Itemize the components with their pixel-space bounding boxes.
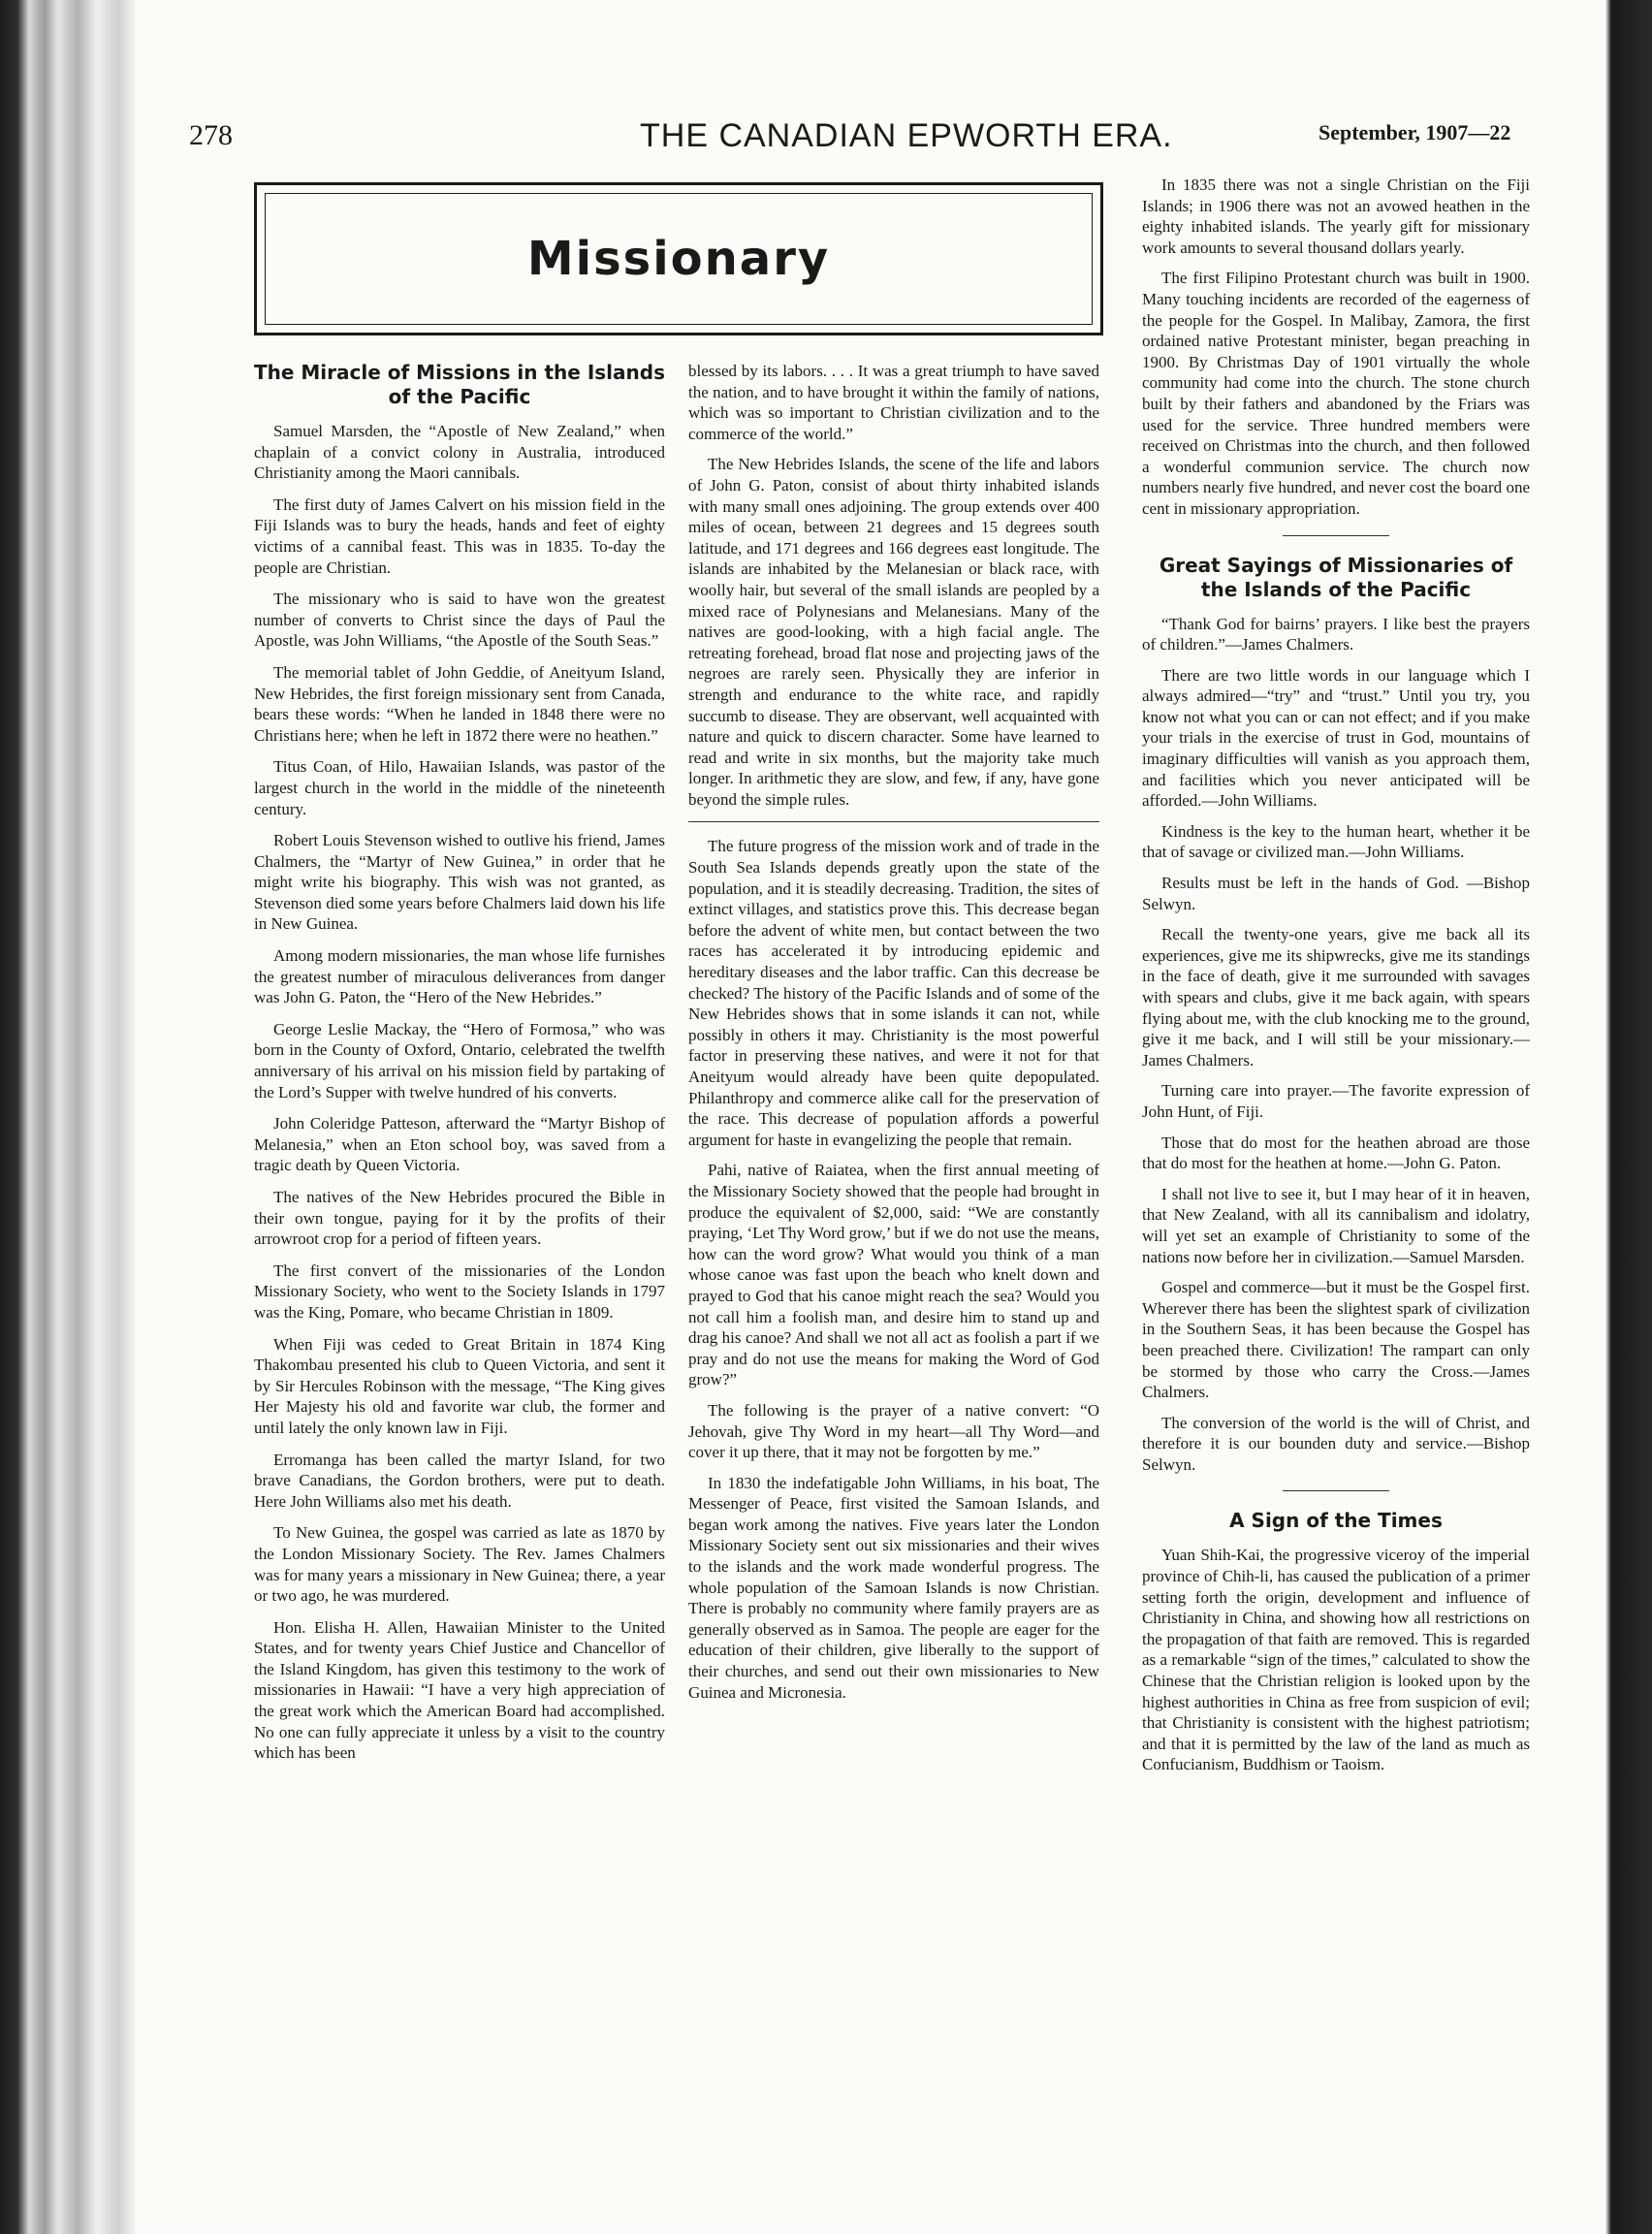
paragraph: Among modern missionaries, the man whose life furnishes the greatest number of miraculous deliverances from danger was John G. Paton, the “Hero of the New Hebrides.” xyxy=(254,946,665,1007)
paragraph: The following is the prayer of a native convert: “O Jehovah, give Thy Word in my heart—all Thy Word—and cover it up there, that it may not be forgotten by me.” xyxy=(688,1400,1099,1462)
adjacent-page-edge xyxy=(1605,0,1652,2234)
paragraph: In 1830 the indefatigable John Williams, in his boat, The Messenger of Peace, first visited the Samoan Islands, and began work among the natives. Five years later the London Missionary Society sent out six missionaries and their wives to the islands and the work made wonderful progress. The whole population of the Samoan Islands is now Christian. There is probably no community where family prayers are as generally observed as in Samoa. The people are eager for the education of their children, give liberally to the support of their churches, and send out their own missionaries to New Guinea and Micronesia. xyxy=(688,1473,1099,1702)
paragraph: blessed by its labors. . . . It was a great triumph to have saved the nation, and to have brought it within the family of nations, which was so important to Christian civilization and to the commerce of the world.” xyxy=(688,362,1099,443)
paragraph: When Fiji was ceded to Great Britain in 1874 King Thakombau presented his club to Queen Victoria, and sent it by Sir Hercules Robinson with the message, “The King gives Her Majesty his old and favorite war club, the former and until lately the only known law in Fiji. xyxy=(254,1334,665,1437)
column-3 xyxy=(1142,175,1530,1785)
column-2 xyxy=(688,361,1099,1712)
paragraph: The natives of the New Hebrides procured the Bible in their own tongue, paying for it by the profits of their arrowroot crop for a period of fifteen years. xyxy=(254,1188,665,1249)
paragraph: Turning care into prayer.—The favorite expression of John Hunt, of Fiji. xyxy=(1142,1081,1530,1121)
section-banner-inner xyxy=(265,193,1093,325)
paragraph: George Leslie Mackay, the “Hero of Formosa,” who was born in the County of Oxford, Ontario, celebrated the twelfth anniversary of his arrival on his mission field by partaking of the Lord’s Supper with twelve hundred of his converts. xyxy=(254,1019,665,1101)
paragraph: To New Guinea, the gospel was carried as late as 1870 by the London Missionary Society. The Rev. James Chalmers was for many years a missionary in New Guinea; there, a year or two ago, he was murdered. xyxy=(254,1523,665,1606)
article-title: The Miracle of Missions in the Islands of the Pacific xyxy=(254,361,665,408)
page-number: 278 xyxy=(189,119,233,151)
divider xyxy=(688,821,1099,822)
paragraph: Hon. Elisha H. Allen, Hawaiian Minister to the United States, and for twenty years Chief Justice and Chancellor of the Island Kingdom, has given this testimony to the work of missionaries in Hawaii: “I have a very high appreciation of the great work which the American Board had accomplished. No one can fully appreciate it unless by a visit to the country which has been xyxy=(254,1617,665,1763)
divider xyxy=(1283,535,1389,536)
paragraph: Gospel and commerce—but it must be the Gospel first. Wherever there has been the slightest spark of civilization in the Southern Seas, it has been because the Gospel has been preached there. Civilization! The rampart can only be stormed by those who carry the Cross.—James Chalmers. xyxy=(1142,1278,1530,1402)
running-head: THE CANADIAN EPWORTH ERA. xyxy=(640,117,1173,154)
paragraph: There are two little words in our language which I always admired—“try” and “trust.” Until you try, you know not what you can or can not effect; and if you make your trials in the exercise of trust in God, mountains of imaginary difficulties will vanish as you approach them, and facilities which you never anticipated will be afforded.—John Williams. xyxy=(1142,665,1530,811)
paragraph: The New Hebrides Islands, the scene of the life and labors of John G. Paton, consist of about thirty inhabited islands with many small ones adjoining. The group extends over 400 miles of ocean, between 21 degrees and 15 degrees south latitude, and 171 degrees and 166 degrees east longitude. The islands are inhabited by the Melanesian or black race, with woolly hair, but several of the small islands are peopled by a mixed race of Polynesians and Melanesians. Many of the natives are good-looking, with a high facial angle. The retreating forehead, broad flat nose and projecting jaws of the negroes are rarely seen. Physically they are inferior in strength and endurance to the white race, and rapidly succumb to disease. They are observant, well acquainted with nature and quick to discern character. Some have learned to read and write in six months, but the majority take much longer. In arithmetic they are slow, and few, if any, have gone beyond the simple rules. xyxy=(688,455,1099,809)
paragraph: The first convert of the missionaries of the London Missionary Society, who went to the Society Islands in 1797 was the King, Pomare, who became Christian in 1809. xyxy=(254,1261,665,1322)
paragraph: The missionary who is said to have won the greatest number of converts to Christ since the days of Paul the Apostle, was John Williams, “the Apostle of the South Seas.” xyxy=(254,590,665,651)
paragraph: “Thank God for bairns’ prayers. I like best the prayers of children.”—James Chalmers. xyxy=(1142,614,1530,654)
paragraph: In 1835 there was not a single Christian on the Fiji Islands; in 1906 there was not an avowed heathen in the eighty inhabited islands. The yearly gift for missionary work amounts to several thousand dollars yearly. xyxy=(1142,176,1530,257)
paragraph: Titus Coan, of Hilo, Hawaiian Islands, was pastor of the largest church in the world in the middle of the nineteenth century. xyxy=(254,757,665,818)
paragraph: Pahi, native of Raiatea, when the first annual meeting of the Missionary Society showed that the people had brought in produce the equivalent of $2,000, said: “We are constantly praying, ‘Let Thy Word grow,’ but if we do not use the means, how can the word grow? What would you think of a man whose canoe was fast upon the beach who knelt down and prayed to God that his canoe might reach the sea? Would you not call him a foolish man, and desire him to stand up and drag his canoe? And shall we not all act as foolish a part if we pray and do not use the means for making the Word of God grow?” xyxy=(688,1161,1099,1389)
article-title: Great Sayings of Missionaries of the Islands of the Pacific xyxy=(1159,553,1513,601)
paragraph: The conversion of the world is the will of Christ, and therefore it is our bounden duty and service.—Bishop Selwyn. xyxy=(1142,1413,1530,1474)
paragraph: The first duty of James Calvert on his mission field in the Fiji Islands was to bury the heads, hands and feet of eighty victims of a cannibal feast. This was in 1835. To-day the people are Christian. xyxy=(254,495,665,577)
paragraph: The future progress of the mission work and of trade in the South Sea Islands depends greatly upon the state of the population, and it is steadily decreasing. Tradition, the sites of extinct villages, and statistics prove this. This decrease began before the advent of white men, but contact between the two races has accelerated it by introducing epidemic and hereditary diseases and the labor traffic. Can this decrease be checked? The history of the Pacific Islands and of some of the New Hebrides shows that in some islands it can not, while possibly in others it may. Christianity is the most powerful factor in preserving these natives, and were it not for that Aneityum would already have been quite depopulated. Philanthropy and commerce alike call for the preservation of the race. This decrease of population affords a powerful argument for haste in evangelizing the people that remain. xyxy=(688,837,1099,1149)
issue-date: September, 1907—22 xyxy=(1318,120,1511,144)
column-1 xyxy=(254,361,665,1774)
paragraph: Recall the twenty-one years, give me back all its experiences, give me its shipwrecks, give me its standings in the face of death, give it me surrounded with savages with spears and clubs, give it me back again, with spears flying about me, with the club knocking me to the ground, give it me back, and I will still be your missionary.—James Chalmers. xyxy=(1142,925,1530,1069)
book-binding-edge xyxy=(0,0,136,2234)
paragraph: Those that do most for the heathen abroad are those that do most for the heathen at home.—John G. Paton. xyxy=(1142,1133,1530,1173)
paragraph: Erromanga has been called the martyr Island, for two brave Canadians, the Gordon brothers, were put to death. Here John Williams also met his death. xyxy=(254,1450,665,1511)
paragraph: The memorial tablet of John Geddie, of Aneityum Island, New Hebrides, the first foreign missionary sent from Canada, bears these words: “When he landed in 1848 there were no Christians here; when he left in 1872 there were no heathen.” xyxy=(254,662,665,745)
paragraph: Yuan Shih-Kai, the progressive viceroy of the imperial province of Chih-li, has caused the publication of a primer setting forth the origin, development and influence of Christianity in China, and showing how all restrictions on the propagation of that faith are removed. This is regarded as a remarkable “sign of the times,” calculated to show the Chinese that the Christian religion is looked upon by the highest authorities in China as free from suspicion of evil; that Christianity is consistent with the highest patriotism; and that it is permitted by the law of the land as much as Confucianism, Buddhism or Taoism. xyxy=(1142,1546,1530,1774)
divider xyxy=(1283,1490,1389,1491)
paragraph: Robert Louis Stevenson wished to outlive his friend, James Chalmers, the “Martyr of New Guinea,” in order that he might write his biography. This wish was not granted, as Stevenson died some years before Chalmers laid down his life in New Guinea. xyxy=(254,831,665,934)
paragraph: I shall not live to see it, but I may hear of it in heaven, that New Zealand, with all its cannibalism and idolatry, will yet set an example of Christianity to some of the nations now before her in civilization.—Samuel Marsden. xyxy=(1142,1184,1530,1266)
article-title: A Sign of the Times xyxy=(1229,1509,1443,1533)
paragraph: John Coleridge Patteson, afterward the “Martyr Bishop of Melanesia,” when an Eton school boy, was saved from a tragic death by Queen Victoria. xyxy=(254,1114,665,1175)
section-banner xyxy=(254,182,1103,335)
paragraph: The first Filipino Protestant church was built in 1900. Many touching incidents are recorded of the eagerness of the people for the Gospel. In Malibay, Zamora, the first ordained native Protestant minister, began preaching in 1900. By Christmas Day of 1901 virtually the whole community had come into the church. The stone church built by their fathers and abandoned by the Friars was used for the service. Three hundred members were received on Christmas into the church, and then followed a wonderful communion service. The church now numbers nearly five hundred, and never cost the board one cent in missionary appropriation. xyxy=(1142,269,1530,518)
paragraph: Results must be left in the hands of God. —Bishop Selwyn. xyxy=(1142,874,1530,913)
paragraph: Samuel Marsden, the “Apostle of New Zealand,” when chaplain of a convict colony in Australia, introduced Christianity among the Maori cannibals. xyxy=(254,422,665,483)
section-title: Missionary xyxy=(526,232,831,286)
paragraph: Kindness is the key to the human heart, whether it be that of savage or civilized man.—John Williams. xyxy=(1142,821,1530,862)
